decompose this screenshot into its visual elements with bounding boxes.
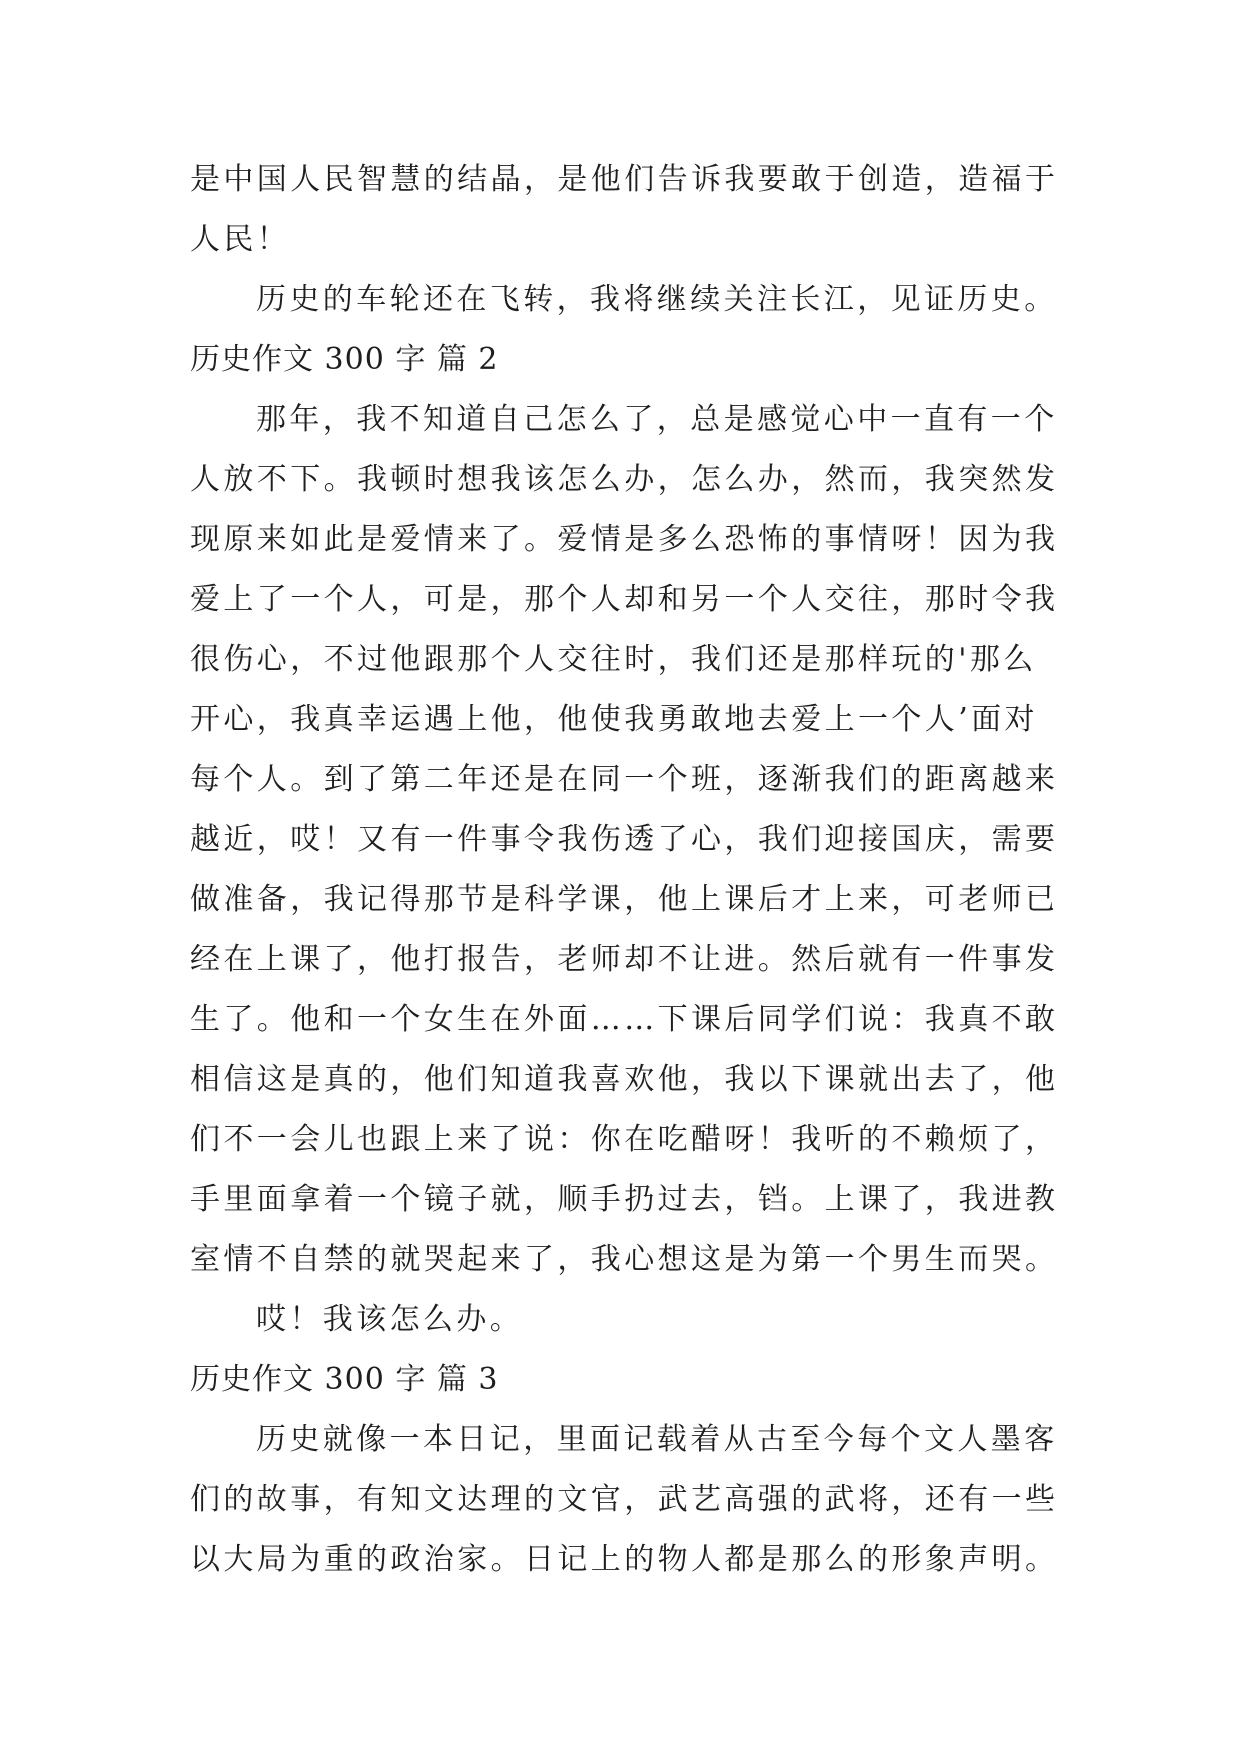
text-line: 生了。他和一个女生在外面……下课后同学们说：我真不敢 (190, 1002, 1059, 1037)
text-line: 人民！ (190, 222, 291, 257)
text-line: 哎！我该怎么办。 (256, 1302, 524, 1337)
text-line: 历史就像一本日记，里面记载着从古至今每个文人墨客 (256, 1422, 1058, 1457)
text-line: 经在上课了，他打报告，老师却不让进。然后就有一件事发 (190, 942, 1059, 977)
document-body (190, 150, 1070, 1590)
text-line: 室情不自禁的就哭起来了，我心想这是为第一个男生而哭。 (190, 1242, 1059, 1277)
section-heading: 历史作文 300 字 篇 3 (190, 1362, 499, 1397)
text-line: 人放不下。我顿时想我该怎么办，怎么办，然而，我突然发 (190, 462, 1059, 497)
text-line: 相信这是真的，他们知道我喜欢他，我以下课就出去了，他 (190, 1062, 1059, 1097)
text-line: 们的故事，有知文达理的文官，武艺高强的武将，还有一些 (190, 1482, 1059, 1517)
text-line: 开心，我真幸运遇上他，他使我勇敢地去爱上一个人’面对 (190, 702, 1038, 737)
text-line: 以大局为重的政治家。日记上的物人都是那么的形象声明。 (190, 1542, 1059, 1577)
text-line: 们不一会儿也跟上来了说：你在吃醋呀！我听的不赖烦了， (190, 1122, 1059, 1157)
text-line: 越近，哎！又有一件事令我伤透了心，我们迎接国庆，需要 (190, 822, 1059, 857)
text-line: 手里面拿着一个镜子就，顺手扔过去，铛。上课了，我进教 (190, 1182, 1059, 1217)
text-line: 现原来如此是爱情来了。爱情是多么恐怖的事情呀！因为我 (190, 522, 1059, 557)
text-line: 那年，我不知道自己怎么了，总是感觉心中一直有一个 (256, 402, 1058, 437)
section-heading: 历史作文 300 字 篇 2 (190, 342, 499, 377)
text-line: 很伤心，不过他跟那个人交往时，我们还是那样玩的'那么 (190, 642, 1037, 677)
text-line: 是中国人民智慧的结晶，是他们告诉我要敢于创造，造福于 (190, 162, 1059, 197)
text-line: 爱上了一个人，可是，那个人却和另一个人交往，那时令我 (190, 582, 1059, 617)
text-line: 历史的车轮还在飞转，我将继续关注长江，见证历史。 (256, 282, 1058, 317)
text-line: 每个人。到了第二年还是在同一个班，逐渐我们的距离越来 (190, 762, 1059, 797)
text-line: 做准备，我记得那节是科学课，他上课后才上来，可老师已 (190, 882, 1059, 917)
